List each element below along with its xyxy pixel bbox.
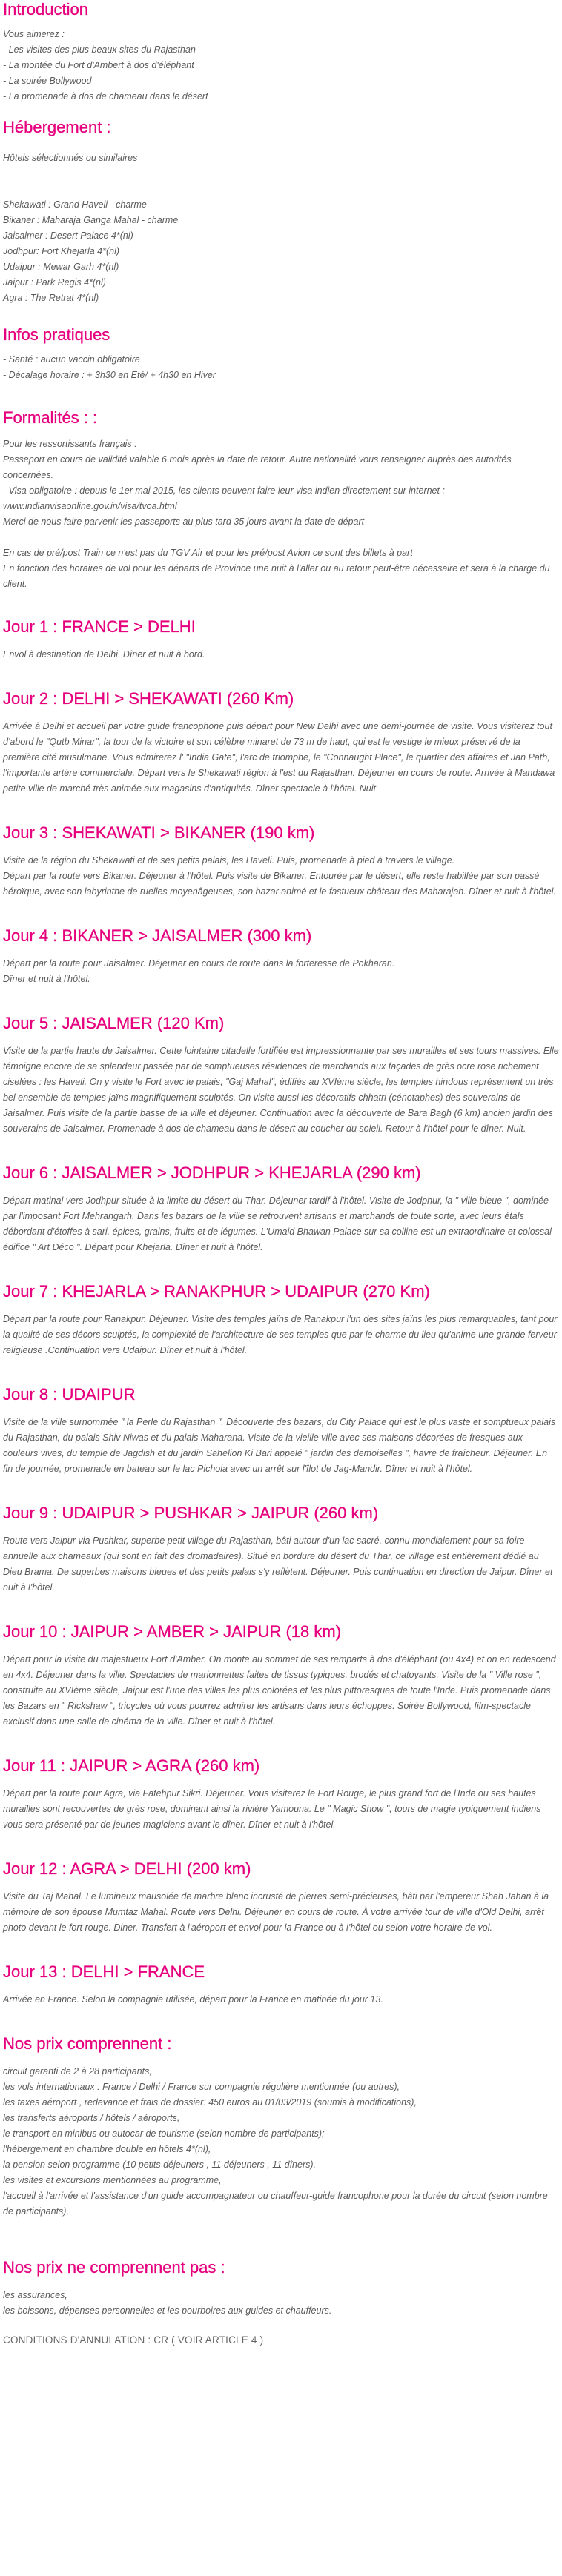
text-line: circuit garanti de 2 à 28 participants, — [3, 2066, 152, 2077]
section-title: Jour 1 : FRANCE > DELHI — [3, 617, 196, 636]
text-line: Shekawati : Grand Haveli - charme — [3, 199, 147, 210]
text-line — [3, 182, 559, 197]
section-prices-included — [3, 2034, 559, 2220]
section-title: Jour 9 : UDAIPUR > PUSHKAR > JAIPUR (260 km) — [3, 1504, 379, 1522]
text-line: les boissons, dépenses personnelles et les pourboires aux guides et chauffeurs. — [3, 2306, 332, 2316]
text-line: le transport en minibus ou autocar de tourisme (selon nombre de participants); — [3, 2128, 325, 2139]
text-line: En fonction des horaires de vol pour les départs de Province une nuit à l'aller ou au retour peut-être nécessaire et sera à la charge du client. — [3, 563, 550, 589]
section-prices-excluded — [3, 2258, 559, 2319]
text-line: Jodhpur: Fort Khejarla 4*(nl) — [3, 246, 120, 256]
text-line: les visites et excursions mentionnées au programme, — [3, 2175, 222, 2185]
section-formalites — [3, 408, 559, 592]
text-line: En cas de pré/post Train ce n'est pas du TGV Air et pour les pré/post Avion ce sont des billets à part — [3, 548, 413, 558]
text-line: - La montée du Fort d'Ambert à dos d'éléphant — [3, 60, 194, 70]
text-line: l'hébergement en chambre double en hôtels 4*(nl), — [3, 2144, 211, 2154]
section-title: Infos pratiques — [3, 325, 110, 344]
section-title: Hébergement : — [3, 118, 111, 136]
section-title: Nos prix comprennent : — [3, 2034, 172, 2053]
section-title: Nos prix ne comprennent pas : — [3, 2258, 225, 2277]
section-title: Jour 13 : DELHI > FRANCE — [3, 1962, 205, 1981]
text-line: Visite du Taj Mahal. Le lumineux mausolée de marbre blanc incrusté de pierres semi-précieuses, bâti par l'empereur Shah Jahan à la mémoire de son épouse Mumtaz Mahal. Route vers Delhi. Déjeuner en cours de route. À votre arrivée tour de ville d'Old Delhi, arrêt photo devant le fort rouge. Diner. Transfert à l'aéroport et envol pour la France ou à l'hôtel ou selon votre horaire de vol. — [3, 1891, 549, 1933]
text-line: Départ pour la visite du majestueux Fort d'Amber. On monte au sommet de ses remparts à dos d'éléphant (ou 4x4) et on en redescend en 4x4. Déjeuner dans la ville. Spectacles de marionnettes faites de tissus typiques, brodés et chatoyants. Visite de la " Ville rose ", construite au XVIème siècle, Jaipur est l'une des villes les plus colorées et les plus pittoresques de toute l'Inde. Puis promenade dans les Bazars en " Rickshaw ", tricycles où vous pourrez admirer les artisans dans leurs échoppes. Soirée Bollywood, film-spectacle exclusif dans une salle de cinéma de la ville. Dîner et nuit à l'hôtel. — [3, 1654, 556, 1727]
section-infos-pratiques — [3, 325, 559, 383]
section-title: Jour 2 : DELHI > SHEKAWATI (260 Km) — [3, 689, 294, 708]
section-day-12 — [3, 1859, 559, 1936]
text-line: Départ par la route pour Agra, via Fatehpur Sikri. Déjeuner. Vous visiterez le Fort Rouge, le plus grand fort de l'Inde ou ses hautes murailles sont recouvertes de grès rose, dominant ainsi la rivière Yamouna. Le " Magic Show ", tours de magie typiquement indiens vous sera présenté par de jeunes magiciens avant le dîner. Dîner et nuit à l'hôtel. — [3, 1788, 541, 1830]
section-title: Jour 3 : SHEKAWATI > BIKANER (190 km) — [3, 823, 315, 842]
section-title: Jour 12 : AGRA > DELHI (200 km) — [3, 1859, 251, 1878]
section-day-10 — [3, 1622, 559, 1730]
section-day-5 — [3, 1014, 559, 1137]
section-day-9 — [3, 1504, 559, 1596]
section-title: Jour 5 : JAISALMER (120 Km) — [3, 1014, 225, 1032]
section-title: Introduction — [3, 0, 88, 19]
section-title: Formalités : : — [3, 408, 98, 427]
text-line: Pour les ressortissants français : — [3, 439, 137, 449]
text-line: les taxes aéroport , redevance et frais de dossier: 450 euros au 01/03/2019 (soumis à modifications), — [3, 2097, 417, 2108]
section-introduction — [3, 0, 559, 104]
text-line: Agra : The Retrat 4*(nl) — [3, 293, 99, 303]
text-line: Dîner et nuit à l'hôtel. — [3, 974, 90, 984]
section-day-7 — [3, 1282, 559, 1358]
section-title: Jour 4 : BIKANER > JAISALMER (300 km) — [3, 926, 312, 945]
text-line: Départ matinal vers Jodhpur située à la limite du désert du Thar. Déjeuner tardif à l'hôtel. Visite de Jodphur, la " ville bleue ", dominée par l'imposant Fort Mehrangarh. Dans les bazars de la ville se retrouvent artisans et marchands de toute sorte, avec leurs étals débordant d'étoffes à sari, épices, grains, fruits et de légumes. L'Umaid Bhawan Palace sur sa colline est un extraordinaire et colossal édifice " Art Déco ". Départ pour Khejarla. Dîner et nuit à l'hôtel. — [3, 1195, 552, 1252]
text-line: - Décalage horaire : + 3h30 en Eté/ + 4h30 en Hiver — [3, 370, 216, 380]
section-title: Jour 7 : KHEJARLA > RANAKPHUR > UDAIPUR (270 Km) — [3, 1282, 430, 1301]
section-title: Jour 11 : JAIPUR > AGRA (260 km) — [3, 1756, 260, 1775]
text-line: l'accueil à l'arrivée et l'assistance d'un guide accompagnateur ou chauffeur-guide francophone pour la durée du circuit (selon nombre de participants), — [3, 2191, 548, 2217]
text-line: les assurances, — [3, 2290, 67, 2300]
text-line: Udaipur : Mewar Garh 4*(nl) — [3, 262, 119, 272]
text-line: Envol à destination de Delhi. Dîner et nuit à bord. — [3, 649, 205, 660]
text-line: - Visa obligatoire : depuis le 1er mai 2015, les clients peuvent faire leur visa indien directement sur internet : www.indianvisaonline.gov.in/visa/tvoa.html — [3, 485, 445, 511]
text-line: Jaipur : Park Regis 4*(nl) — [3, 277, 106, 288]
section-title: Jour 10 : JAIPUR > AMBER > JAIPUR (18 km) — [3, 1622, 342, 1641]
section-day-13 — [3, 1962, 559, 2008]
section-day-2 — [3, 689, 559, 797]
section-day-1 — [3, 617, 559, 663]
text-line — [3, 166, 559, 182]
text-line: les vols internationaux : France / Delhi / France sur compagnie régulière mentionnée (ou autres), — [3, 2082, 400, 2092]
section-day-4 — [3, 926, 559, 987]
section-day-11 — [3, 1756, 559, 1833]
text-line: - Les visites des plus beaux sites du Rajasthan — [3, 44, 196, 55]
text-line: Arrivée en France. Selon la compagnie utilisée, départ pour la France en matinée du jour 13. — [3, 1994, 383, 2005]
text-line: - Santé : aucun vaccin obligatoire — [3, 354, 140, 365]
cancellation-conditions: CONDITIONS D'ANNULATION : CR ( VOIR ARTICLE 4 ) — [3, 2334, 264, 2346]
text-line: Route vers Jaipur via Pushkar, superbe petit village du Rajasthan, bâti autour d'un lac sacré, connu mondialement pour sa foire annuelle aux chameaux (qui sont en fait des dromadaires). Situé en bordure du désert du Thar, ce village est entièrement dédié au Dieu Brama. De superbes maisons bleues et des petits palais s'y reflètent. Déjeuner. Puis continuation en direction de Jaipur. Dîner et nuit à l'hôtel. — [3, 1536, 553, 1593]
text-line: Visite de la région du Shekawati et de ses petits palais, les Haveli. Puis, promenade à pied à travers le village. — [3, 855, 455, 866]
text-line: - La soirée Bollywood — [3, 76, 92, 86]
text-line: Visite de la ville surnommée " la Perle du Rajasthan ". Découverte des bazars, du City Palace qui est le plus vaste et somptueux palais du Rajasthan, du palais Shiv Niwas et du palais Maharana. Visite de la vieille ville avec ses maisons décorées de fresques aux couleurs vives, du temple de Jagdish et du jardin Sahelion Ki Bari appelé " jardin des demoiselles ", havre de fraîcheur. Déjeuner. En fin de journée, promenade en bateau sur le lac Pichola avec un arrêt sur l'îlot de Jag-Mandir. Dîner et nuit à l'hôtel. — [3, 1417, 556, 1474]
text-line: - La promenade à dos de chameau dans le désert — [3, 91, 208, 102]
text-line: Départ par la route pour Jaisalmer. Déjeuner en cours de route dans la forteresse de Pokharan. — [3, 958, 395, 969]
section-title: Jour 8 : UDAIPUR — [3, 1385, 136, 1404]
text-line: Hôtels sélectionnés ou similaires — [3, 153, 138, 163]
text-line: Merci de nous faire parvenir les passeports au plus tard 35 jours avant la date de départ — [3, 517, 365, 527]
text-line: Visite de la partie haute de Jaisalmer. Cette lointaine citadelle fortifiée est impressionnante par ses murailles et ses tours massives. Elle témoigne encore de sa splendeur passée par de somptueuses résidences de marchands aux façades de grès ocre rose richement ciselées : les Haveli. On y visite le Fort avec le palais, "Gaj Mahal", édifiés au XVIème siècle, les temples hindous représentent un très bel ensemble de temples jaïns magnifiquement sculptés. On visite aussi les décoratifs chhatri (cénotaphes) des souverains de Jaisalmer. Puis visite de la partie basse de la ville et déjeuner. Continuation avec la découverte de Bara Bagh (6 km) ancien jardin des souverains de Jaisalmer. Promenade à dos de chameau dans le désert au coucher du soleil. Retour à l'hôtel pour le dîner. Nuit. — [3, 1046, 559, 1134]
text-line: Vous aimerez : — [3, 29, 65, 39]
section-day-8 — [3, 1385, 559, 1477]
text-line: la pension selon programme (10 petits déjeuners , 11 déjeuners , 11 dîners), — [3, 2160, 317, 2170]
section-title: Jour 6 : JAISALMER > JODHPUR > KHEJARLA (290 km) — [3, 1163, 421, 1182]
text-line: Arrivée à Delhi et accueil par votre guide francophone puis départ pour New Delhi avec une demi-journée de visite. Vous visiterez tout d'abord le "Qutb Minar", la tour de la victoire et son célèbre minaret de 73 m de haut, qui est le vestige le mieux préservé de la première cité musulmane. Vous admirerez l' "India Gate", l'arc de triomphe, le "Connaught Place", le quartier des affaires et Jan Path, l'importante artère commerciale. Départ vers le Shekawati région à l'est du Rajasthan. Déjeuner en cours de route. Arrivée à Mandawa petite ville de marché très animée aux magasins d'antiquités. Dîner spectacle à l'hôtel. Nuit — [3, 721, 555, 794]
section-hebergement — [3, 118, 559, 306]
text-line: Passeport en cours de validité valable 6 mois après la date de retour. Autre nationalité vous renseigner auprès des autorités concernées. — [3, 454, 512, 480]
section-day-6 — [3, 1163, 559, 1255]
section-day-3 — [3, 823, 559, 900]
text-line: Bikaner : Maharaja Ganga Mahal - charme — [3, 215, 179, 225]
text-line: Départ par la route vers Bikaner. Déjeuner à l'hôtel. Puis visite de Bikaner. Entourée par le désert, elle reste habillée par son passé héroïque, avec son labyrinthe de ruelles moyenâgeuses, son bazar animé et le fastueux château des Maharajah. Dîner et nuit à l'hôtel. — [3, 871, 556, 897]
text-line: les transferts aéroports / hôtels / aéroports, — [3, 2113, 180, 2123]
text-line — [3, 530, 559, 545]
text-line: Départ par la route pour Ranakpur. Déjeuner. Visite des temples jaïns de Ranakpur l'un des sites jaïns les plus remarquables, tant pour la qualité de ses décors sculptés, la complexité de l'architecture de ses temples que par le charme du lieu qu'anime une grande ferveur religieuse .Continuation vers Udaipur. Dîner et nuit à l'hôtel. — [3, 1314, 558, 1355]
text-line: Jaisalmer : Desert Palace 4*(nl) — [3, 230, 133, 241]
